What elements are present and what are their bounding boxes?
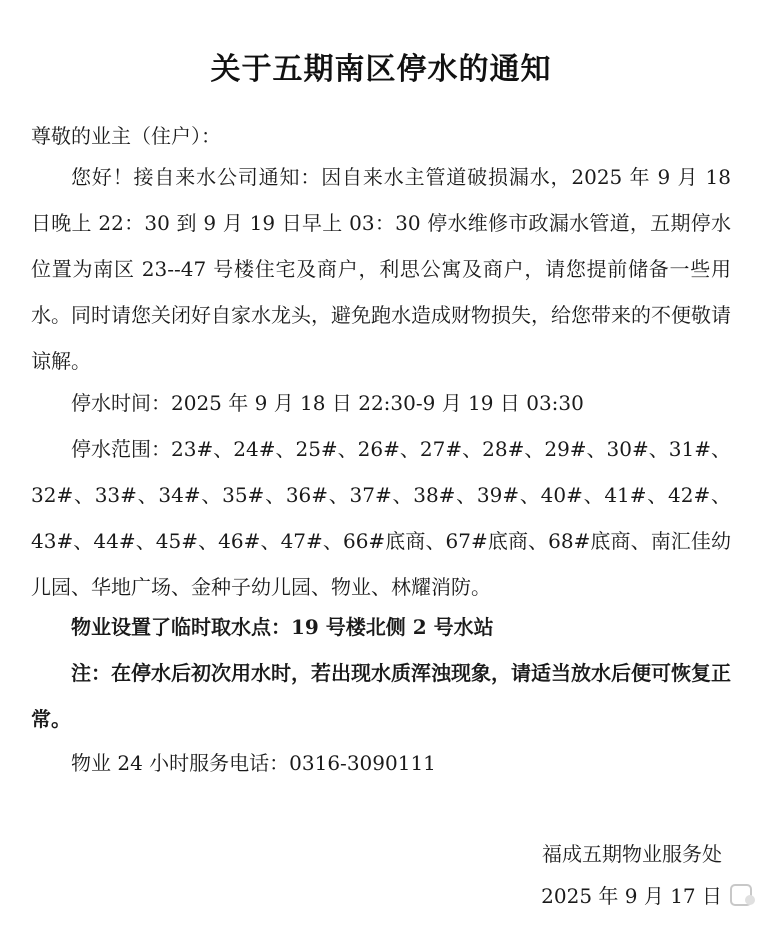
main-paragraph: 您好！接自来水公司通知：因自来水主管道破损漏水，2025 年 9 月 18 日晚上 22：30 到 9 月 19 日早上 03：30 停水维修市政漏水管道，五期停水位置为南区 23--47 号楼住宅及商户，利思公寓及商户，请您提前储备一些用水。同时请您关闭好自家水龙头，避免跑水造成财物损失，给您带来的不便敬请谅解。: [31, 165, 731, 373]
signature: 福成五期物业服务处: [542, 842, 722, 866]
water-quality-note: 注：在停水后初次用水时，若出现水质浑浊现象，请适当放水后便可恢复正常。: [31, 661, 731, 731]
temporary-water-point: 物业设置了临时取水点：19 号楼北侧 2 号水站: [71, 615, 494, 639]
notice-title: 关于五期南区停水的通知: [210, 52, 552, 87]
watermark-icon: [728, 880, 758, 910]
outage-scope: 停水范围：23#、24#、25#、26#、27#、28#、29#、30#、31#、32#、33#、34#、35#、36#、37#、38#、39#、40#、41#、42#、43#、44#、45#、46#、47#、66#底商、67#底商、68#底商、南汇佳幼儿园、华地广场、金种子幼儿园、物业、林耀消防。: [31, 437, 731, 599]
notice-date: 2025 年 9 月 17 日: [541, 884, 722, 908]
salutation: 尊敬的业主（住户）：: [31, 124, 221, 148]
outage-time: 停水时间：2025 年 9 月 18 日 22:30-9 月 19 日 03:30: [71, 391, 584, 415]
service-hotline: 物业 24 小时服务电话：0316-3090111: [71, 751, 436, 775]
